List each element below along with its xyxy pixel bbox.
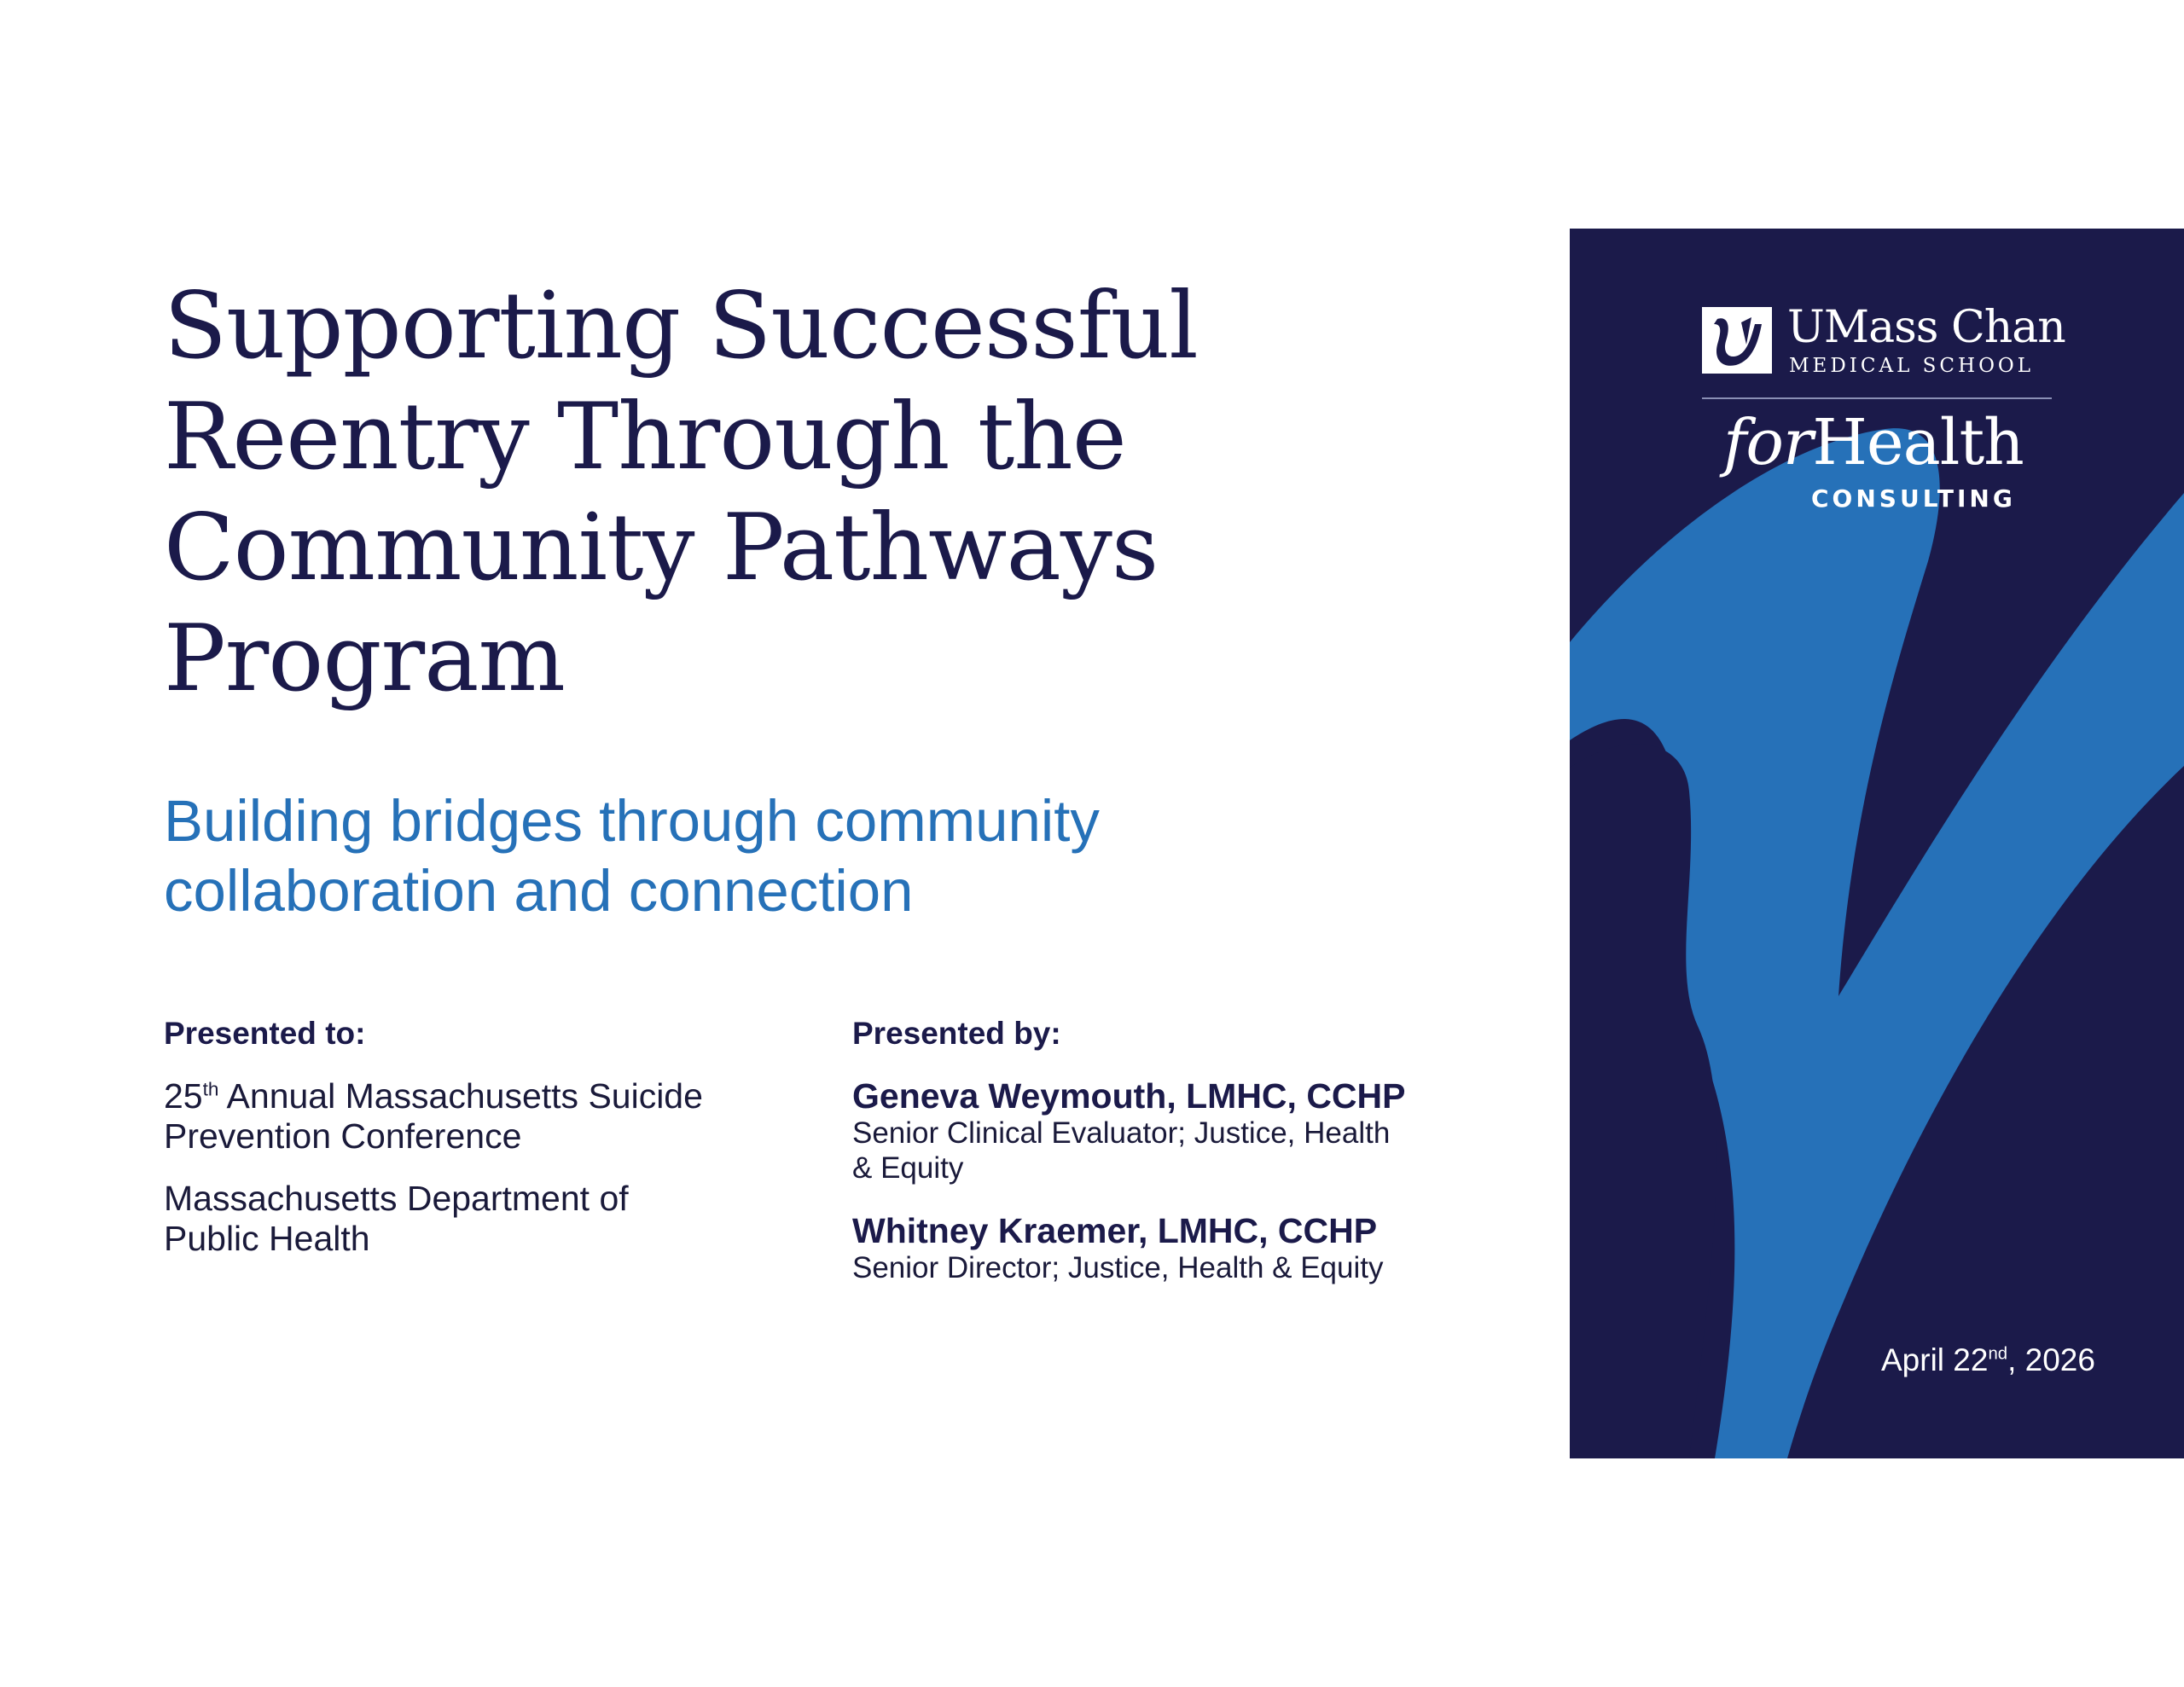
event-line-2: Prevention Conference	[164, 1116, 522, 1156]
presented-to-heading: Presented to:	[164, 1016, 366, 1051]
date-suffix: , 2026	[2007, 1342, 2095, 1377]
organization-name	[164, 1179, 778, 1259]
event-number: 25	[164, 1076, 203, 1116]
event-name	[164, 1076, 778, 1157]
presented-by-heading: Presented by:	[852, 1016, 1061, 1051]
subtitle-line: Building bridges through community	[164, 788, 1100, 854]
umass-chan-logo	[1702, 302, 2065, 384]
umass-name: UMass Chan	[1787, 302, 2065, 353]
brand-panel	[1570, 229, 2184, 1458]
presenter-name: Whitney Kraemer, LMHC, CCHP	[852, 1211, 1378, 1250]
title-line: Supporting Successful	[164, 273, 1198, 380]
event-line-1-rest: Annual Massachusetts Suicide	[218, 1076, 703, 1116]
umass-u-icon	[1702, 307, 1772, 374]
presenter-role: & Equity	[852, 1151, 964, 1185]
presenter-role: Senior Clinical Evaluator; Justice, Health	[852, 1116, 1391, 1150]
date-prefix: April 22	[1881, 1342, 1989, 1377]
presented-to-section	[164, 1015, 778, 1281]
forhealth-logo	[1723, 406, 2024, 479]
date-ordinal: nd	[1988, 1344, 2008, 1364]
presenter	[852, 1211, 1467, 1285]
presentation-title	[164, 271, 1256, 715]
forhealth-health: Health	[1812, 406, 2024, 479]
org-line-2: Public Health	[164, 1219, 370, 1258]
umass-subtitle: MEDICAL SCHOOL	[1789, 355, 2035, 377]
org-line-1: Massachusetts Department of	[164, 1179, 629, 1218]
logo-divider	[1702, 397, 2052, 399]
presentation-subtitle	[164, 786, 1273, 926]
forhealth-consulting: CONSULTING	[1811, 484, 2016, 513]
subtitle-line: collaboration and connection	[164, 858, 914, 924]
event-ordinal: th	[202, 1078, 219, 1100]
presentation-date	[1881, 1342, 2095, 1378]
presenter-role: Senior Director; Justice, Health & Equity	[852, 1251, 1384, 1284]
forhealth-for: for	[1723, 406, 1813, 479]
event-line-1	[164, 1076, 778, 1116]
presented-by-section	[852, 1015, 1467, 1311]
presenter-name: Geneva Weymouth, LMHC, CCHP	[852, 1076, 1406, 1116]
presenter	[852, 1076, 1467, 1186]
title-line: Reentry Through the	[164, 384, 1126, 490]
title-line: Community Pathways	[164, 495, 1159, 601]
title-line: Program	[164, 606, 565, 712]
